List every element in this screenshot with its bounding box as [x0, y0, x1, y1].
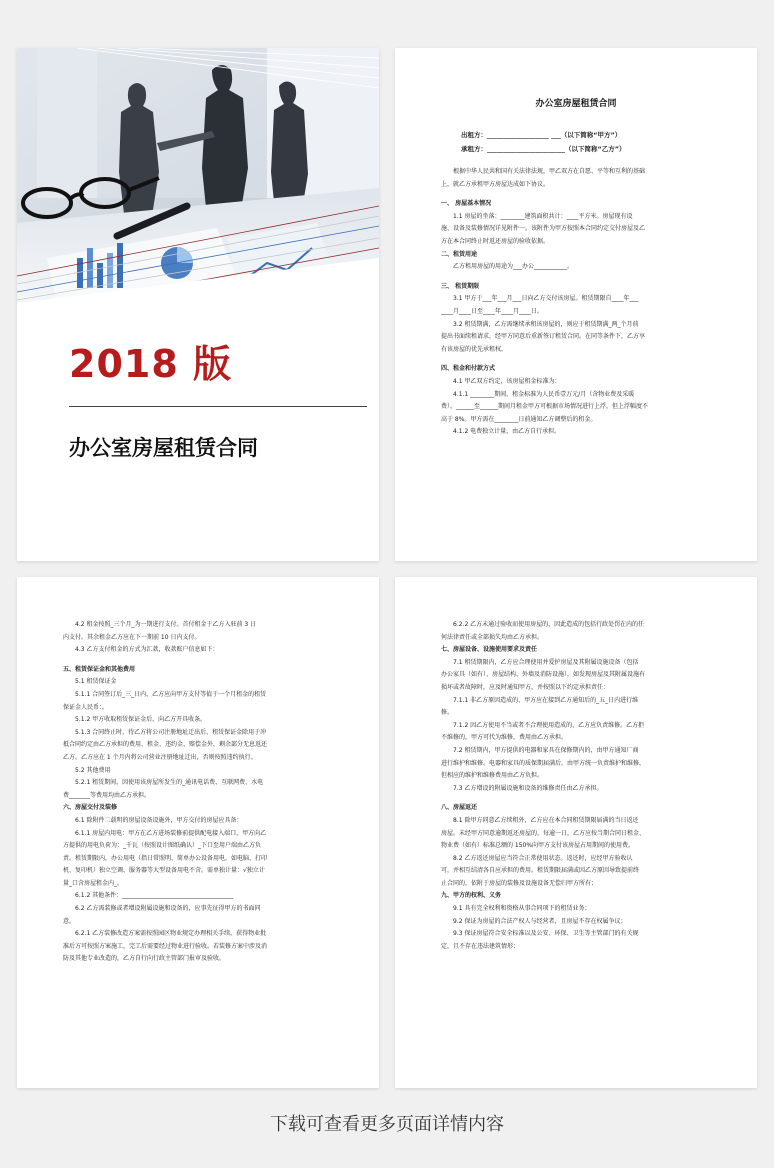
text-line: 乙方。乙方应在 1 个月内将公司营业注册地址迁出，否则按照违约执行。	[63, 753, 257, 761]
text-line: 损坏或者故障时，应及时通知甲方，并按照以下约定承担责任：	[441, 683, 610, 691]
cover-page	[17, 48, 379, 561]
page3-body	[63, 619, 333, 966]
text-line: 三、 租赁期限	[441, 282, 480, 290]
text-line: 8.2 乙方返还房屋应当符合正常使用状态。返还时，应经甲方验收认	[453, 854, 633, 862]
document-title: 办公室房屋租赁合同	[535, 99, 617, 109]
text-line: 办公家具（如有）、房屋结构、外墙及消防设施），如发现房屋及其附属设施有	[441, 671, 646, 679]
text-line: 7.1 租赁期限内，乙方应合理使用并爱护房屋及其附属设施设备（包括	[453, 658, 639, 666]
text-line: 9.2 保证为房屋的合法产权人与经营者，且房屋不存在权属争议；	[453, 917, 627, 925]
text-line: 四、租金和付款方式	[441, 365, 496, 373]
cover-divider	[69, 406, 367, 407]
text-line: 6.2 乙方需装修或者增设附属设施和设备的，应事先征得甲方的书面同	[75, 905, 261, 913]
text-line: 4.2 租金按照_三个月_为一期进行支付。首付租金于乙方入驻前 3 日	[75, 621, 257, 628]
text-line: 6.2.1 乙方装修改造方案需按照园区物业规定办理相关手续，获得物业批	[75, 930, 267, 938]
text-line: ____月____日至____年____月____日。	[441, 307, 544, 315]
text-line: 防及其他专业改造的，乙方自行向行政主管部门报审及验收。	[63, 955, 226, 963]
cover-year-label: 2018 版	[69, 342, 232, 386]
page4-body	[441, 619, 711, 953]
text-line: 5.1 租赁保证金	[75, 678, 117, 686]
lessee-line: 承租方：________________________（以下简称“乙方”）	[461, 145, 626, 153]
text-line: 9.1 具有完全权利和资格从事合同项下的租赁业务；	[453, 905, 591, 913]
text-line: 一、 房屋基本情况	[441, 200, 492, 208]
text-line: 4.1 甲乙双方约定，该房屋租金标准为：	[453, 377, 561, 385]
lessor-line: 出租方：___________________ ___（以下简称“甲方”）	[461, 131, 622, 139]
text-line: 费）。______至______期间月租金甲方可根据市场情况进行上浮，但上浮幅度不	[441, 403, 649, 411]
text-line: 房屋。未经甲方同意逾期返还房屋的，每逾一日，乙方应按当期合同日租金、	[441, 829, 646, 837]
text-line: 3.2 租赁期满，乙方需继续承租该房屋的，则应于租赁期满_两_个月前	[453, 320, 639, 328]
text-line: 九、甲方的权利、义务	[441, 892, 502, 900]
text-line: 二、租赁用途	[441, 250, 478, 258]
contract-page-1	[395, 48, 757, 561]
text-line: 6.2.2 乙方未通过验收而使用房屋的，因此造成的包括行政处罚在内的任	[453, 621, 645, 628]
text-line: 进行维护和维修。电器和家具的质保期届满后，由甲方统一负责维护和维修，	[441, 759, 646, 767]
text-line: 准后方可按照方案施工，完工后需要经过物业进行验收。若装修方案中涉及消	[63, 942, 268, 950]
text-line: 高于 8%。甲方需在________日前通知乙方调整后的租金。	[441, 415, 597, 423]
download-caption: 下载可查看更多页面详情内容	[270, 1114, 504, 1135]
text-line: 4.1.2 电费独立计量，由乙方自行承担。	[453, 428, 561, 436]
text-line: 物业费（如有）标准总额的 150%向甲方支付该房屋占用期间的使用费。	[441, 842, 635, 850]
text-line: 修。	[441, 709, 454, 717]
text-line: 6.1.1 房屋内用电：甲方在乙方进场装修前提供配电接入端口，甲方向乙	[75, 829, 267, 837]
text-line: 乙方租用房屋的用途为___办公___________。	[453, 263, 574, 271]
text-line: 止合同的，依附于房屋的装修及设施设备无偿归甲方所有；	[441, 879, 598, 887]
text-line: 9.3 保证房屋符合安全标准以及公安、环保、卫生等主管部门的有关规	[453, 930, 639, 938]
text-line: 意。	[63, 917, 76, 925]
text-line: 费_______等费用均由乙方承担。	[63, 791, 151, 799]
text-line: 七、房屋设备、设施使用要求及责任	[441, 646, 538, 654]
text-line: 5.2 其他费用	[75, 766, 111, 774]
text-line: 5.1.2 甲方收取租赁保证金后，向乙方开具收条。	[75, 716, 207, 724]
text-line: 有该房屋的优先承租权。	[441, 345, 508, 353]
cover-photo	[17, 48, 379, 303]
text-line: 保证金人民币：。	[63, 703, 109, 711]
text-line: 抵合同约定由乙方承担的费用、租金、违约金、赔偿金外，剩余部分无息返还	[63, 741, 268, 749]
text-line: 4.1.1 ________期间，租金标准为人民币壹万元/月（含物业费及采暖	[453, 390, 635, 398]
text-line: 6.1 除附件二载明的房屋设备设施外，甲方交付的房屋应具备：	[75, 816, 243, 824]
text-line: 方提供的用电负荷为：_千瓦（按照设计图纸确认）_下口至用户端由乙方负	[63, 842, 262, 850]
text-line: 可，并相互结清各自应承担的费用。租赁期限届满或因乙方原因导致提前终	[441, 867, 640, 875]
text-line: 机、复印机）独立空调、服务器等大型设备用电不含。需单独计量：√独立计	[63, 867, 265, 875]
text-line: 内支付。其余租金乙方应在下一期前 10 日内支付。	[63, 633, 201, 641]
text-line: 5.2.1 租赁期间，因使用该房屋所发生的_通讯电话费、互联网费、水电	[75, 779, 264, 787]
text-line: 7.1.2 因乙方使用不当或者不合理使用造成的，乙方应负责维修。乙方拒	[453, 721, 645, 729]
text-line: 4.3 乙方支付租金的方式为汇款，收款账户信息如下：	[75, 646, 219, 654]
text-line: 但相应的维护和维修费用由乙方负担。	[441, 772, 544, 780]
text-line: 量_口含房屋租金内_。	[63, 879, 124, 887]
text-line: 7.1.1 非乙方原因造成的，甲方应在接到乙方通知后的_五_日内进行维	[453, 696, 639, 704]
text-line: 定，且不存在违法建筑情形；	[441, 942, 520, 950]
text-line: 方在本合同终止时返还房屋的验收依据。	[441, 237, 550, 245]
text-line: 不维修的，甲方可代为维修，费用由乙方承担。	[441, 734, 568, 742]
text-line: 5.1.1 合同签订后_三_日内，乙方应向甲方支付等值于一个月租金的租赁	[75, 690, 267, 698]
text-line: 八、房屋返还	[441, 804, 478, 812]
page2-body	[441, 166, 711, 439]
text-line: 7.2 租赁期内，甲方提供的电器和家具在保修期内的，由甲方通知厂商	[453, 746, 639, 754]
cover-title: 办公室房屋租赁合同	[69, 436, 258, 460]
text-line: 五、租赁保证金和其他费用	[63, 665, 136, 673]
text-line: 责。租赁期限内，办公用电（指日常照明、简单办公设备用电，如电脑、打印	[63, 854, 268, 862]
text-line: 上，就乙方承租甲方房屋达成如下协议。	[441, 180, 550, 188]
text-line: 5.1.3 合同终止时，待乙方将公司注册地址迁出后，租赁保证金除用于冲	[75, 728, 267, 736]
contract-page-2	[17, 577, 379, 1088]
contract-page-3	[395, 577, 757, 1088]
text-line: 施、设备及装修情况详见附件一。该附件为甲方按照本合同约定交付房屋及乙	[441, 225, 646, 233]
text-line: 7.3 乙方增设的附属设施和设备的维修责任由乙方承担。	[453, 784, 603, 792]
text-line: 3.1 甲方于___年___月___日向乙方交付该房屋。租赁期限自____年___	[453, 295, 639, 303]
text-line: 六、房屋交付及装修	[63, 804, 118, 812]
text-line: 提出书面续租请求，经甲方同意后重新签订租赁合同。在同等条件下，乙方享	[441, 333, 646, 341]
text-line: 根据中华人民共和国有关法律法规，甲乙双方在自愿、平等和互利的基础	[453, 168, 646, 175]
text-line: 8.1 除甲方同意乙方续租外，乙方应在本合同租赁期限届满的当日返还	[453, 816, 639, 824]
text-line: 6.1.2 其他条件：_____________________________________	[75, 892, 234, 900]
text-line: 1.1 房屋的坐落：________建筑面积共计：____平方米。房屋现有设	[453, 212, 633, 220]
text-line: 何法律责任或全部损失均由乙方承担。	[441, 633, 544, 641]
